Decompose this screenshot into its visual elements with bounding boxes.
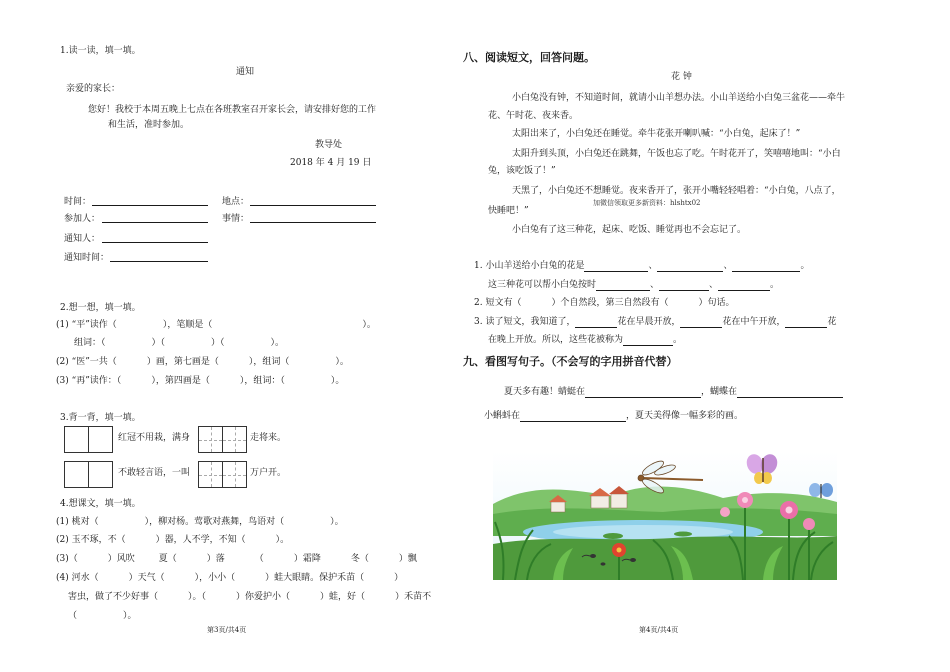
poem-line-2: 走将来。 (250, 433, 287, 443)
notice-title: 通知 (236, 67, 255, 77)
notice-signer: 教导处 (315, 140, 343, 150)
s8-q3-line-1: 3. 读了短文，我知道了， 花在早晨开放， 花在中午开放， 花 (474, 317, 837, 327)
time-blank[interactable] (92, 205, 208, 206)
story-p4b: 快睡吧！” (488, 206, 529, 216)
q4-line-4: (4) 河水（ ）天气（ ），小小（ ）蛙大眼睛。保护禾苗（ ） (56, 573, 404, 583)
label-place: 地点： (222, 197, 250, 207)
notice-greeting: 亲爱的家长： (66, 84, 121, 94)
story-p1b: 花、午时花、夜来香。 (488, 111, 579, 121)
right-page-footer: 第4页/共4页 (639, 626, 679, 634)
label-matter: 事情： (222, 214, 250, 224)
poem-line-3: 不敢轻言语，一叫 (118, 468, 191, 478)
poem-line-4: 万户开。 (250, 468, 287, 478)
watermark-text: 加微信领取更多新资料：hlshtx02 (593, 199, 701, 207)
section-8-title: 八、阅读短文，回答问题。 (463, 51, 595, 64)
q4-line-5: 害虫，做了不少好事（ ）。（ ）你爱护小（ ）蛙，好（ ）禾苗不 (68, 592, 432, 602)
story-p3a: 太阳升到头顶，小白兔还在跳舞，午饭也忘了吃。午时花开了，笑嘻嘻地叫：“小白 (512, 149, 841, 159)
story-p1a: 小白兔没有钟，不知道时间，就请小山羊想办法。小山羊送给小白兔三盆花——牵牛 (512, 93, 846, 103)
attendees-blank[interactable] (102, 222, 208, 223)
q3-title: 3.背一背，填一填。 (60, 413, 141, 423)
story-p4a: 天黑了，小白兔还不想睡觉。夜来香开了，张开小嘴轻轻唱着：“小白兔，八点了， (512, 186, 841, 196)
matter-blank[interactable] (250, 222, 376, 223)
summer-pond-picture (493, 452, 837, 580)
notice-body-2: 和生活，准时参加。 (108, 120, 190, 130)
story-title: 花 钟 (671, 72, 692, 82)
q2-title: 2.想一想，填一填。 (60, 303, 141, 313)
left-page-footer: 第3页/共4页 (207, 626, 247, 634)
s9-line-2: 小蝌蚪在 ，夏天美得像一幅多彩的画。 (484, 411, 744, 421)
right-page (463, 0, 950, 672)
writing-grid-4[interactable] (198, 461, 247, 488)
notice-date: 2018 年 4 月 19 日 (290, 158, 372, 168)
poem-line-1: 红冠不用栽，满身 (118, 433, 191, 443)
q2-line-1: (1) “平”读作（ ），笔顺是（ ）。 (56, 320, 376, 330)
notifier-blank[interactable] (102, 242, 208, 243)
q4-line-3: (3)（ ）风吹 夏（ ）落 （ ）霜降 冬（ ）飘 (56, 554, 417, 564)
writing-grid-3[interactable] (64, 461, 113, 488)
place-blank[interactable] (250, 205, 376, 206)
writing-grid-1[interactable] (64, 426, 113, 453)
story-p5: 小白兔有了这三种花，起床、吃饭、睡觉再也不会忘记了。 (512, 225, 747, 235)
label-attendees: 参加人： (64, 214, 101, 224)
label-notifier: 通知人： (64, 234, 101, 244)
s8-q1-line-2: 这三种花可以帮小白兔按时 、 、 。 (488, 280, 780, 290)
s8-q3-line-2: 在晚上开放。所以，这些花被称为 。 (488, 335, 683, 345)
story-p2: 太阳出来了，小白兔还在睡觉。牵牛花张开喇叭喊：“小白兔，起床了！” (512, 129, 801, 139)
notify-time-blank[interactable] (110, 261, 208, 262)
writing-grid-2[interactable] (198, 426, 247, 453)
small-butterfly-shape (809, 483, 833, 498)
section-9-title: 九、看图写句子。（不会写的字用拼音代替） (463, 355, 678, 368)
q2-line-3: (2) “医”一共（ ）画，第七画是（ ），组词（ ）。 (56, 357, 349, 367)
s9-line-1: 夏天多有趣！蜻蜓在 ，蝴蝶在 (504, 386, 843, 398)
label-notify-time: 通知时间： (64, 253, 110, 263)
s8-q2-line: 2. 短文有（ ）个自然段，第三自然段有（ ）句话。 (474, 298, 735, 308)
q4-line-6: （ ）。 (68, 611, 137, 621)
q4-title: 4.想课文，填一填。 (60, 499, 141, 509)
story-p3b: 兔，该吃饭了！” (488, 166, 556, 176)
notice-body-1: 您好！我校于本周五晚上七点在各班教室召开家长会，请安排好您的工作 (88, 105, 377, 115)
s8-q1-line-1: 1. 小山羊送给小白兔的花是 、 、 。 (474, 261, 810, 271)
q1-title: 1.读一读，填一填。 (60, 46, 141, 56)
label-time: 时间： (64, 197, 92, 207)
q2-line-2: 组词：（ ）（ ）（ ）。 (74, 338, 285, 348)
q4-line-1: (1) 桃对（ ），柳对杨。莺歌对燕舞，鸟语对（ ）。 (56, 517, 344, 527)
q4-line-2: (2) 玉不琢，不（ ）器，人不学，不知（ ）。 (56, 535, 290, 545)
q2-line-4: (3) “再”读作：（ ），第四画是（ ），组词：（ ）。 (56, 376, 345, 386)
